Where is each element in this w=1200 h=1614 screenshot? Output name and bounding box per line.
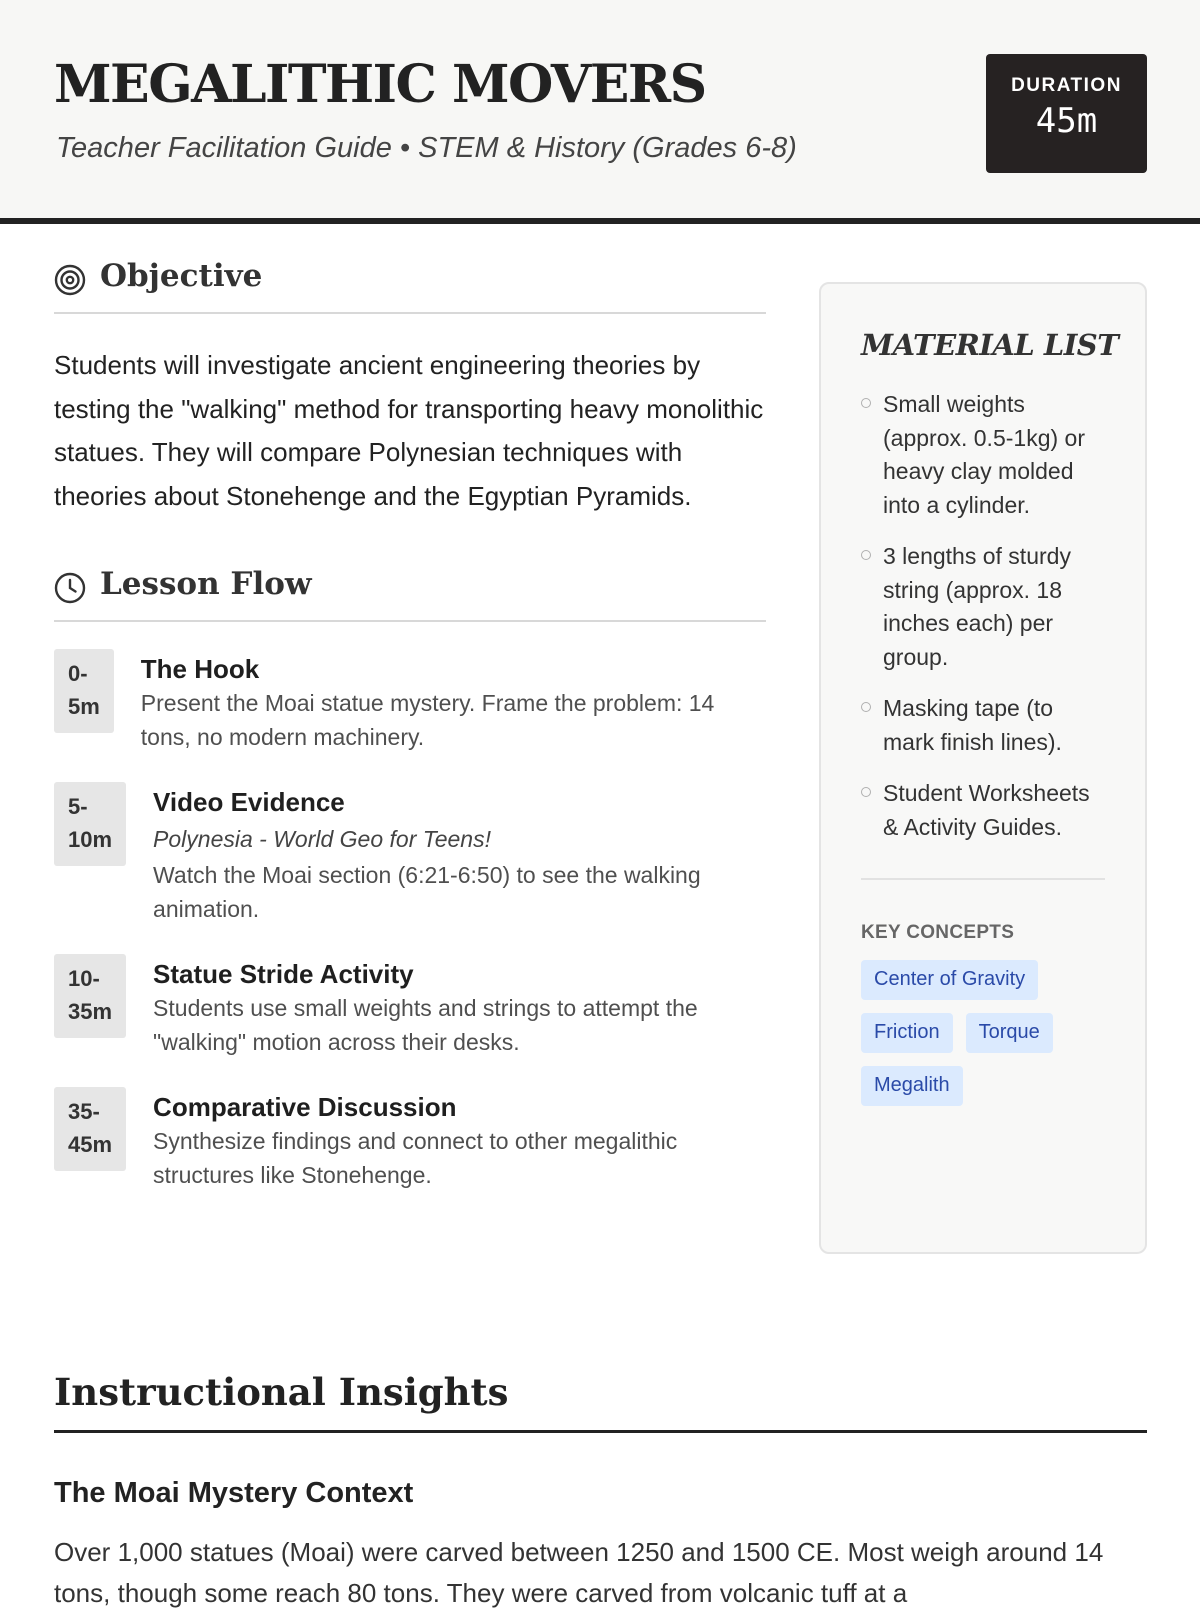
flow-time: 10- 35m: [54, 954, 126, 1038]
list-item: [861, 777, 1105, 844]
material-text: Masking tape (to mark finish lines).: [883, 695, 1062, 755]
flow-item-activity: [54, 954, 766, 1059]
lesson-flow-list: [54, 649, 766, 1192]
flow-description: Watch the Moai section (6:21-6:50) to see the walking animation.: [153, 862, 701, 922]
bullet-icon: [861, 550, 871, 560]
instructional-insights: [54, 1370, 1147, 1614]
page-title: MEGALITHIC MOVERS: [54, 54, 706, 115]
bullet-icon: [861, 787, 871, 797]
duration-badge: [986, 54, 1147, 173]
flow-description: Students use small weights and strings to attempt the "walking" motion across their desks.: [153, 995, 698, 1055]
bullet-icon: [861, 702, 871, 712]
flow-description: Synthesize findings and connect to other megalithic structures like Stonehenge.: [153, 1128, 678, 1188]
insights-text: Over 1,000 statues (Moai) were carved between 1250 and 1500 CE. Most weigh around 14 tons, though some reach 80 tons. They were carved from volcanic tuff at a: [54, 1537, 1104, 1608]
list-item: [861, 692, 1105, 759]
material-text: Student Worksheets & Activity Guides.: [883, 780, 1090, 840]
flow-item-video: [54, 782, 766, 926]
left-column: [54, 254, 766, 1220]
flow-title: Comparative Discussion: [153, 1092, 457, 1122]
duration-value: 45m: [1035, 101, 1098, 141]
video-source: Polynesia - World Geo for Teens!: [153, 826, 491, 852]
material-text: Small weights (approx. 0.5-1kg) or heavy clay molded into a cylinder.: [883, 391, 1085, 518]
flow-time: 0- 5m: [54, 649, 114, 733]
flow-description: Present the Moai statue mystery. Frame the problem: 14 tons, no modern machinery.: [140, 690, 715, 750]
flow-time: 35- 45m: [54, 1087, 126, 1171]
materials-list: [861, 388, 1105, 844]
flow-time: 5- 10m: [54, 782, 126, 866]
concept-tag: Torque: [966, 1013, 1053, 1053]
bullet-icon: [861, 398, 871, 408]
insights-heading: Instructional Insights: [54, 1370, 1147, 1433]
duration-label: DURATION: [1011, 75, 1122, 96]
objective-heading: [54, 254, 766, 314]
flow-item-hook: [54, 649, 766, 754]
sidebar-divider: [861, 878, 1105, 880]
material-text: 3 lengths of sturdy string (approx. 18 inches each) per group.: [883, 543, 1071, 670]
flow-item-discussion: [54, 1087, 766, 1192]
flow-title: Video Evidence: [153, 787, 345, 817]
key-concepts-tags: [861, 960, 1105, 1106]
key-concepts-label: KEY CONCEPTS: [861, 922, 1015, 943]
concept-tag: Megalith: [861, 1066, 963, 1106]
lesson-flow-title: Lesson Flow: [100, 566, 312, 602]
concept-tag: Friction: [861, 1013, 953, 1053]
clock-icon: [54, 572, 86, 609]
flow-title: Statue Stride Activity: [153, 959, 414, 989]
flow-title: The Hook: [140, 654, 260, 684]
list-item: [861, 540, 1105, 674]
lesson-flow-heading: [54, 562, 766, 622]
main-content: [0, 224, 1200, 1224]
insights-subheading: The Moai Mystery Context: [54, 1477, 414, 1509]
page-subtitle: Teacher Facilitation Guide • STEM & History (Grades 6-8): [56, 132, 797, 164]
target-icon: [54, 264, 86, 301]
page-header: [0, 0, 1200, 224]
material-list-title: MATERIAL LIST: [861, 328, 1119, 362]
objective-text: Students will investigate ancient engineering theories by testing the "walking" method for transporting heavy monolithic statues. They will compare Polynesian techniques with theories about Stonehenge and the Egyptian Pyramids.: [54, 350, 764, 511]
list-item: [861, 388, 1105, 522]
objective-title: Objective: [100, 258, 263, 294]
material-list-card: [819, 282, 1147, 1254]
concept-tag: Center of Gravity: [861, 960, 1038, 1000]
